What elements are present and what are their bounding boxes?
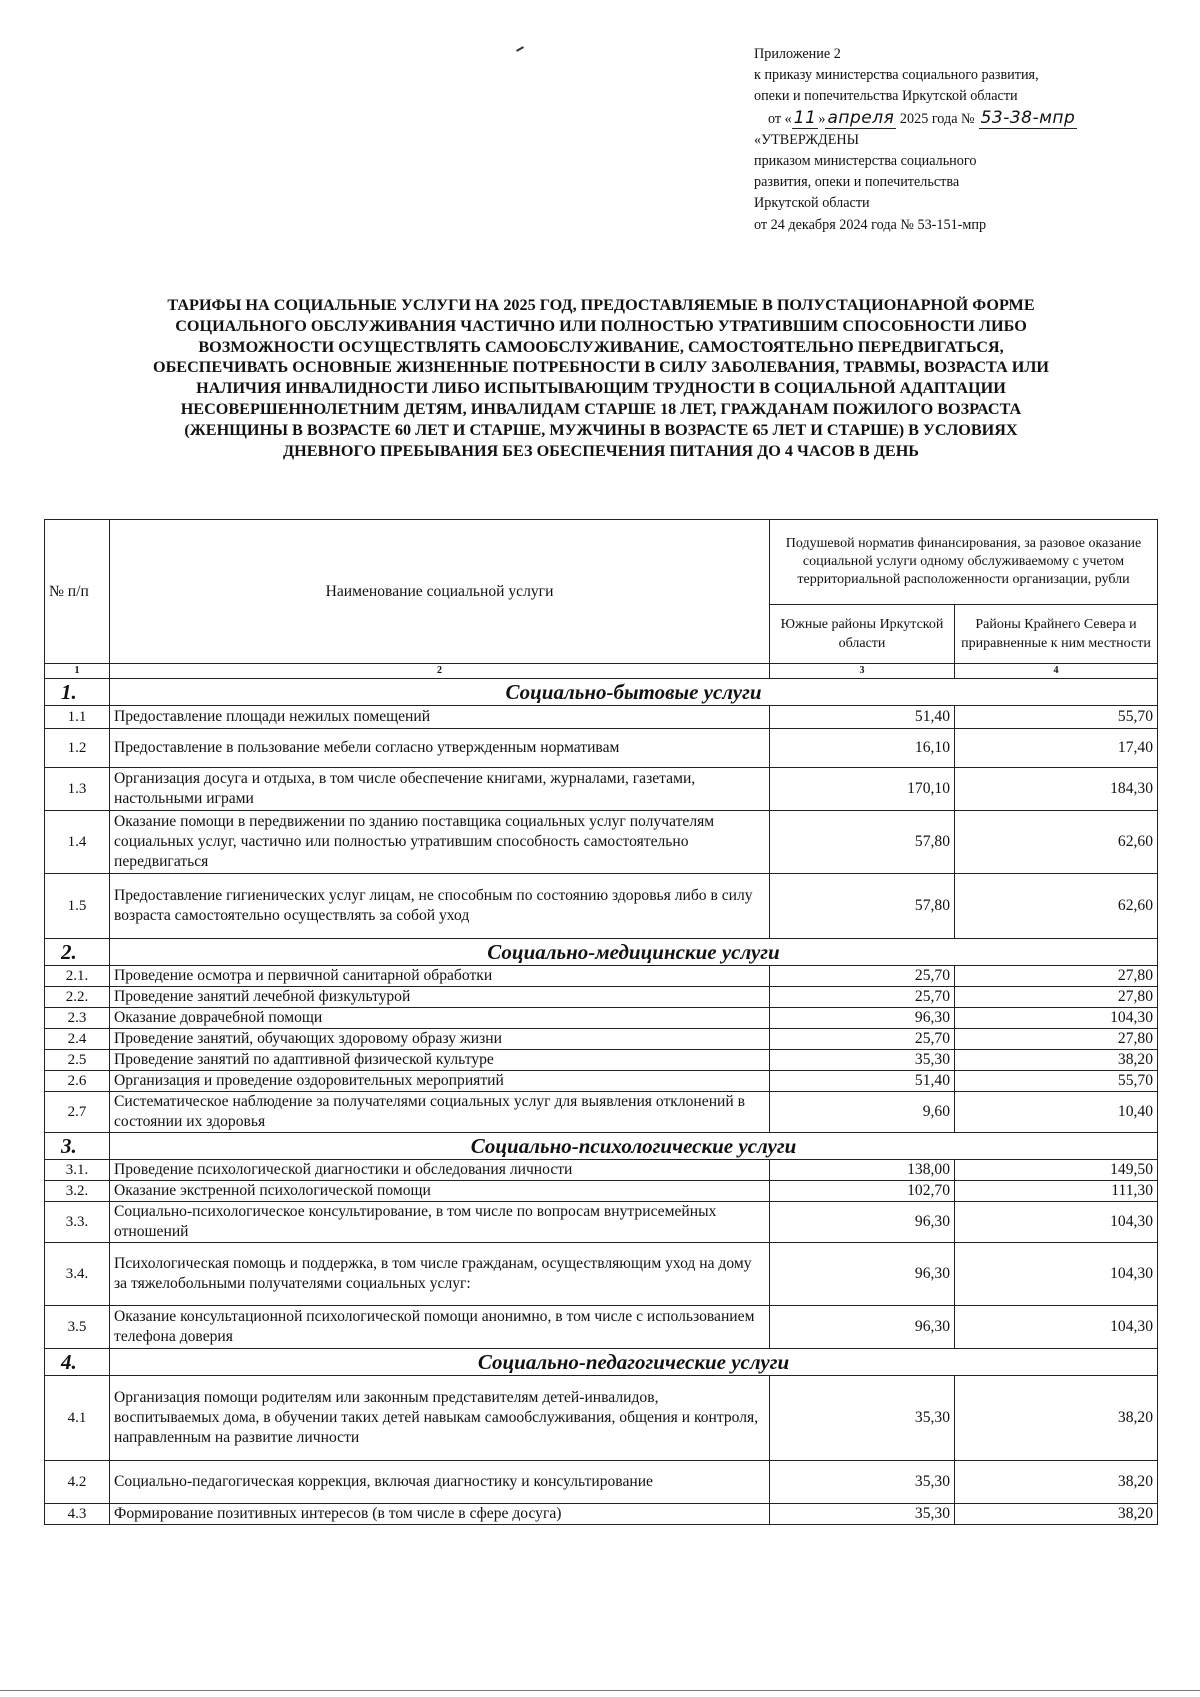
handwritten-order-number: 53-38-мпр bbox=[980, 107, 1076, 128]
section-row bbox=[45, 1133, 1158, 1160]
row-number: 2.7 bbox=[45, 1092, 110, 1133]
page-bottom-rule bbox=[0, 1690, 1200, 1691]
section-title: Социально-психологические услуги bbox=[110, 1133, 1158, 1160]
title-line: ОБЕСПЕЧИВАТЬ ОСНОВНЫЕ ЖИЗНЕННЫЕ ПОТРЕБНОСТИ В СИЛУ ЗАБОЛЕВАНИЯ, ТРАВМЫ, ВОЗРАСТА ИЛИ bbox=[152, 358, 1049, 377]
service-name: Оказание доврачебной помощи bbox=[110, 1008, 770, 1029]
rate-south: 25,70 bbox=[770, 1029, 955, 1050]
rate-south: 35,30 bbox=[770, 1461, 955, 1504]
rate-south: 57,80 bbox=[770, 874, 955, 939]
rate-north: 62,60 bbox=[955, 874, 1158, 939]
rate-north: 184,30 bbox=[955, 768, 1158, 811]
table-row bbox=[45, 1050, 1158, 1071]
rate-north: 62,60 bbox=[955, 811, 1158, 874]
rate-south: 170,10 bbox=[770, 768, 955, 811]
table-row bbox=[45, 1202, 1158, 1243]
col-header-south: Южные районы Иркутской области bbox=[770, 605, 955, 664]
title-line: (ЖЕНЩИНЫ В ВОЗРАСТЕ 60 ЛЕТ И СТАРШЕ, МУЖЧИНЫ В ВОЗРАСТЕ 65 ЛЕТ И СТАРШЕ) В УСЛОВИЯХ bbox=[184, 420, 1018, 439]
title-line: НЕСОВЕРШЕННОЛЕТНИМ ДЕТЯМ, ИНВАЛИДАМ СТАРШЕ 18 ЛЕТ, ГРАЖДАНАМ ПОЖИЛОГО ВОЗРАСТА bbox=[180, 399, 1022, 418]
appendix-label: Приложение 2 bbox=[754, 46, 841, 62]
col-header-north: Районы Крайнего Севера и приравненные к ним местности bbox=[955, 605, 1158, 664]
section-title: Социально-педагогические услуги bbox=[110, 1349, 1158, 1376]
section-row bbox=[45, 679, 1158, 706]
rate-north: 10,40 bbox=[955, 1092, 1158, 1133]
rate-north: 104,30 bbox=[955, 1008, 1158, 1029]
row-number: 3.5 bbox=[45, 1306, 110, 1349]
service-name: Предоставление площади нежилых помещений bbox=[110, 706, 770, 729]
section-number: 4. bbox=[45, 1349, 110, 1376]
table-row bbox=[45, 1029, 1158, 1050]
row-number: 2.1. bbox=[45, 966, 110, 987]
rate-south: 35,30 bbox=[770, 1504, 955, 1525]
title-line: ВОЗМОЖНОСТИ ОСУЩЕСТВЛЯТЬ САМООБСЛУЖИВАНИЕ, САМОСТОЯТЕЛЬНО ПЕРЕДВИГАТЬСЯ, bbox=[198, 337, 1004, 356]
service-name: Проведение занятий лечебной физкультурой bbox=[110, 987, 770, 1008]
handwritten-month: апреля bbox=[827, 107, 895, 128]
document-title bbox=[44, 295, 1158, 461]
rate-south: 102,70 bbox=[770, 1181, 955, 1202]
row-number: 3.2. bbox=[45, 1181, 110, 1202]
row-number: 2.3 bbox=[45, 1008, 110, 1029]
row-number: 4.3 bbox=[45, 1504, 110, 1525]
rate-north: 149,50 bbox=[955, 1160, 1158, 1181]
approved-line: от 24 декабря 2024 года № 53-151-мпр bbox=[754, 216, 987, 233]
row-number: 3.3. bbox=[45, 1202, 110, 1243]
row-number: 1.3 bbox=[45, 768, 110, 811]
service-name: Оказание консультационной психологической помощи анонимно, в том числе с использованием телефона доверия bbox=[110, 1306, 770, 1349]
approved-line: приказом министерства социального bbox=[754, 153, 977, 170]
rate-south: 25,70 bbox=[770, 987, 955, 1008]
rate-south: 57,80 bbox=[770, 811, 955, 874]
table-row bbox=[45, 768, 1158, 811]
order-date-line: от « 11 » апреля 2025 года № 53-38-мпр bbox=[768, 107, 1076, 128]
title-line: ДНЕВНОГО ПРЕБЫВАНИЯ БЕЗ ОБЕСПЕЧЕНИЯ ПИТАНИЯ ДО 4 ЧАСОВ В ДЕНЬ bbox=[282, 441, 919, 460]
section-row bbox=[45, 1349, 1158, 1376]
service-name: Проведение занятий по адаптивной физической культуре bbox=[110, 1050, 770, 1071]
table-row bbox=[45, 1181, 1158, 1202]
rate-south: 138,00 bbox=[770, 1160, 955, 1181]
section-number: 3. bbox=[45, 1133, 110, 1160]
service-name: Проведение осмотра и первичной санитарной обработки bbox=[110, 966, 770, 987]
row-number: 3.1. bbox=[45, 1160, 110, 1181]
rate-south: 96,30 bbox=[770, 1202, 955, 1243]
appendix-header bbox=[754, 44, 1174, 236]
rate-south: 51,40 bbox=[770, 706, 955, 729]
service-name: Формирование позитивных интересов (в том числе в сфере досуга) bbox=[110, 1504, 770, 1525]
rate-south: 16,10 bbox=[770, 729, 955, 768]
section-number: 2. bbox=[45, 939, 110, 966]
rate-south: 35,30 bbox=[770, 1376, 955, 1461]
rate-south: 96,30 bbox=[770, 1306, 955, 1349]
rate-north: 111,30 bbox=[955, 1181, 1158, 1202]
column-index-row bbox=[45, 664, 1158, 679]
service-name: Систематическое наблюдение за получателями социальных услуг для выявления отклонений в состоянии их здоровья bbox=[110, 1092, 770, 1133]
title-line: ТАРИФЫ НА СОЦИАЛЬНЫЕ УСЛУГИ НА 2025 ГОД, ПРЕДОСТАВЛЯЕМЫЕ В ПОЛУСТАЦИОНАРНОЙ ФОРМЕ bbox=[167, 296, 1035, 314]
service-name: Организация помощи родителям или законным представителям детей-инвалидов, воспитываемых дома, в обучении таких детей навыкам самообслуживания, общения и контроля, направленным на развитие личности bbox=[110, 1376, 770, 1461]
title-line: СОЦИАЛЬНОГО ОБСЛУЖИВАНИЯ ЧАСТИЧНО ИЛИ ПОЛНОСТЬЮ УТРАТИВШИМ СПОСОБНОСТИ ЛИБО bbox=[175, 316, 1027, 335]
service-name: Предоставление гигиенических услуг лицам, не способным по состоянию здоровья либо в силу возраста самостоятельно осуществлять за собой уход bbox=[110, 874, 770, 939]
rate-south: 51,40 bbox=[770, 1071, 955, 1092]
column-index: 3 bbox=[770, 664, 955, 679]
scan-artifact bbox=[516, 46, 524, 52]
service-name: Оказание экстренной психологической помощи bbox=[110, 1181, 770, 1202]
service-name: Проведение психологической диагностики и обследования личности bbox=[110, 1160, 770, 1181]
table-row bbox=[45, 1461, 1158, 1504]
row-number: 1.2 bbox=[45, 729, 110, 768]
rate-north: 55,70 bbox=[955, 1071, 1158, 1092]
rate-north: 104,30 bbox=[955, 1202, 1158, 1243]
approved-line: развития, опеки и попечительства bbox=[754, 174, 960, 191]
tariffs-table bbox=[44, 519, 1158, 1525]
section-number: 1. bbox=[45, 679, 110, 706]
section-title: Социально-медицинские услуги bbox=[110, 939, 1158, 966]
table-row bbox=[45, 1376, 1158, 1461]
rate-north: 38,20 bbox=[955, 1504, 1158, 1525]
column-index: 1 bbox=[45, 664, 110, 679]
handwritten-day: 11 bbox=[793, 107, 817, 128]
rate-north: 55,70 bbox=[955, 706, 1158, 729]
row-number: 4.2 bbox=[45, 1461, 110, 1504]
section-title: Социально-бытовые услуги bbox=[110, 679, 1158, 706]
table-row bbox=[45, 706, 1158, 729]
rate-north: 38,20 bbox=[955, 1376, 1158, 1461]
section-row bbox=[45, 939, 1158, 966]
table-row bbox=[45, 1243, 1158, 1306]
rate-north: 17,40 bbox=[955, 729, 1158, 768]
service-name: Организация и проведение оздоровительных мероприятий bbox=[110, 1071, 770, 1092]
col-header-number: № п/п bbox=[45, 520, 110, 664]
row-number: 2.6 bbox=[45, 1071, 110, 1092]
table-row bbox=[45, 1092, 1158, 1133]
rate-south: 9,60 bbox=[770, 1092, 955, 1133]
service-name: Проведение занятий, обучающих здоровому образу жизни bbox=[110, 1029, 770, 1050]
row-number: 2.4 bbox=[45, 1029, 110, 1050]
rate-south: 96,30 bbox=[770, 1243, 955, 1306]
table-row bbox=[45, 1504, 1158, 1525]
row-number: 2.5 bbox=[45, 1050, 110, 1071]
table-row bbox=[45, 729, 1158, 768]
rate-north: 27,80 bbox=[955, 987, 1158, 1008]
order-ref-line: к приказу министерства социального развития, bbox=[754, 67, 1039, 84]
row-number: 2.2. bbox=[45, 987, 110, 1008]
table-row bbox=[45, 1306, 1158, 1349]
service-name: Социально-психологическое консультирование, в том числе по вопросам внутрисемейных отношений bbox=[110, 1202, 770, 1243]
rate-north: 104,30 bbox=[955, 1306, 1158, 1349]
col-header-rate-group: Подушевой норматив финансирования, за разовое оказание социальной услуги одному обслуживаемому с учетом территориальной расположенности организации, рубли bbox=[770, 520, 1158, 605]
rate-north: 27,80 bbox=[955, 1029, 1158, 1050]
approved-label: «УТВЕРЖДЕНЫ bbox=[754, 131, 859, 148]
service-name: Организация досуга и отдыха, в том числе обеспечение книгами, журналами, газетами, настольными играми bbox=[110, 768, 770, 811]
table-row bbox=[45, 987, 1158, 1008]
column-index: 2 bbox=[110, 664, 770, 679]
table-row bbox=[45, 966, 1158, 987]
service-name: Предоставление в пользование мебели согласно утвержденным нормативам bbox=[110, 729, 770, 768]
order-ref-line: опеки и попечительства Иркутской области bbox=[754, 88, 1018, 105]
rate-north: 38,20 bbox=[955, 1461, 1158, 1504]
table-row bbox=[45, 811, 1158, 874]
service-name: Психологическая помощь и поддержка, в том числе гражданам, осуществляющим уход на дому за тяжелобольными получателями социальных услуг: bbox=[110, 1243, 770, 1306]
row-number: 3.4. bbox=[45, 1243, 110, 1306]
title-line: НАЛИЧИЯ ИНВАЛИДНОСТИ ЛИБО ИСПЫТЫВАЮЩИМ ТРУДНОСТИ В СОЦИАЛЬНОЙ АДАПТАЦИИ bbox=[196, 379, 1006, 398]
rate-south: 96,30 bbox=[770, 1008, 955, 1029]
row-number: 4.1 bbox=[45, 1376, 110, 1461]
row-number: 1.4 bbox=[45, 811, 110, 874]
rate-south: 35,30 bbox=[770, 1050, 955, 1071]
rate-south: 25,70 bbox=[770, 966, 955, 987]
table-row bbox=[45, 1008, 1158, 1029]
col-header-name: Наименование социальной услуги bbox=[110, 520, 770, 664]
service-name: Оказание помощи в передвижении по зданию поставщика социальных услуг получателям социальных услуг, частично или полностью утратившим способность самостоятельно передвигаться bbox=[110, 811, 770, 874]
table-row bbox=[45, 874, 1158, 939]
column-index: 4 bbox=[955, 664, 1158, 679]
table-row bbox=[45, 1160, 1158, 1181]
rate-north: 104,30 bbox=[955, 1243, 1158, 1306]
rate-north: 27,80 bbox=[955, 966, 1158, 987]
approved-line: Иркутской области bbox=[754, 195, 870, 212]
row-number: 1.5 bbox=[45, 874, 110, 939]
service-name: Социально-педагогическая коррекция, включая диагностику и консультирование bbox=[110, 1461, 770, 1504]
row-number: 1.1 bbox=[45, 706, 110, 729]
table-row bbox=[45, 1071, 1158, 1092]
rate-north: 38,20 bbox=[955, 1050, 1158, 1071]
